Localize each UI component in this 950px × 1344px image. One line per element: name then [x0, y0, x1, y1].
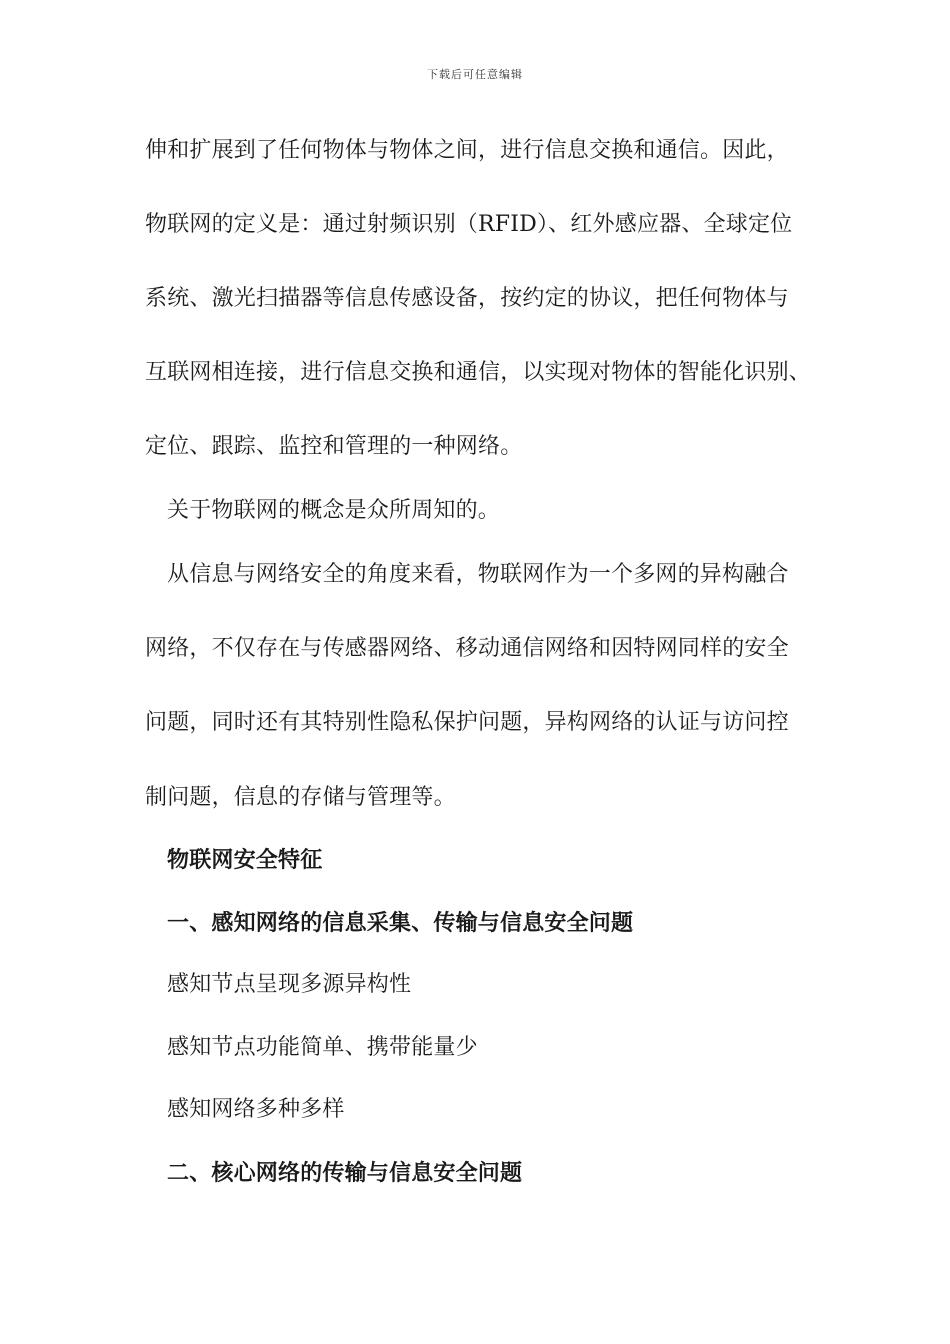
- page-header: 下载后可任意编辑: [427, 68, 523, 81]
- paragraph-1-line-5: 定位、跟踪、监控和管理的一种网络。: [145, 434, 523, 459]
- paragraph-3-line-2: 网络，不仅存在与传感器网络、移动通信网络和因特网同样的安全: [145, 636, 789, 661]
- paragraph-1-line-1: 伸和扩展到了任何物体与物体之间，进行信息交换和通信。因此，: [145, 138, 789, 163]
- paragraph-1-line-3: 系统、激光扫描器等信息传感设备，按约定的协议，把任何物体与: [145, 286, 789, 311]
- paragraph-3-line-3: 问题，同时还有其特别性隐私保护问题，异构网络的认证与访问控: [145, 710, 789, 735]
- subsection-1-item-2: 感知节点功能简单、携带能量少: [167, 1035, 478, 1060]
- subsection-2-title: 二、核心网络的传输与信息安全问题: [167, 1160, 523, 1186]
- paragraph-2-line-1: 关于物联网的概念是众所周知的。: [167, 498, 501, 523]
- paragraph-1-line-4: 互联网相连接，进行信息交换和通信，以实现对物体的智能化识别、: [145, 360, 812, 385]
- subsection-1-item-3: 感知网络多种多样: [167, 1097, 345, 1122]
- paragraph-3-line-4: 制问题，信息的存储与管理等。: [145, 785, 456, 810]
- section-title: 物联网安全特征: [167, 847, 323, 873]
- paragraph-1-line-2: 物联网的定义是：通过射频识别（RFID）、红外感应器、全球定位: [145, 212, 793, 237]
- subsection-1-item-1: 感知节点呈现多源异构性: [167, 972, 412, 997]
- subsection-1-title: 一、感知网络的信息采集、传输与信息安全问题: [167, 910, 634, 936]
- paragraph-3-line-1: 从信息与网络安全的角度来看，物联网作为一个多网的异构融合: [167, 562, 789, 587]
